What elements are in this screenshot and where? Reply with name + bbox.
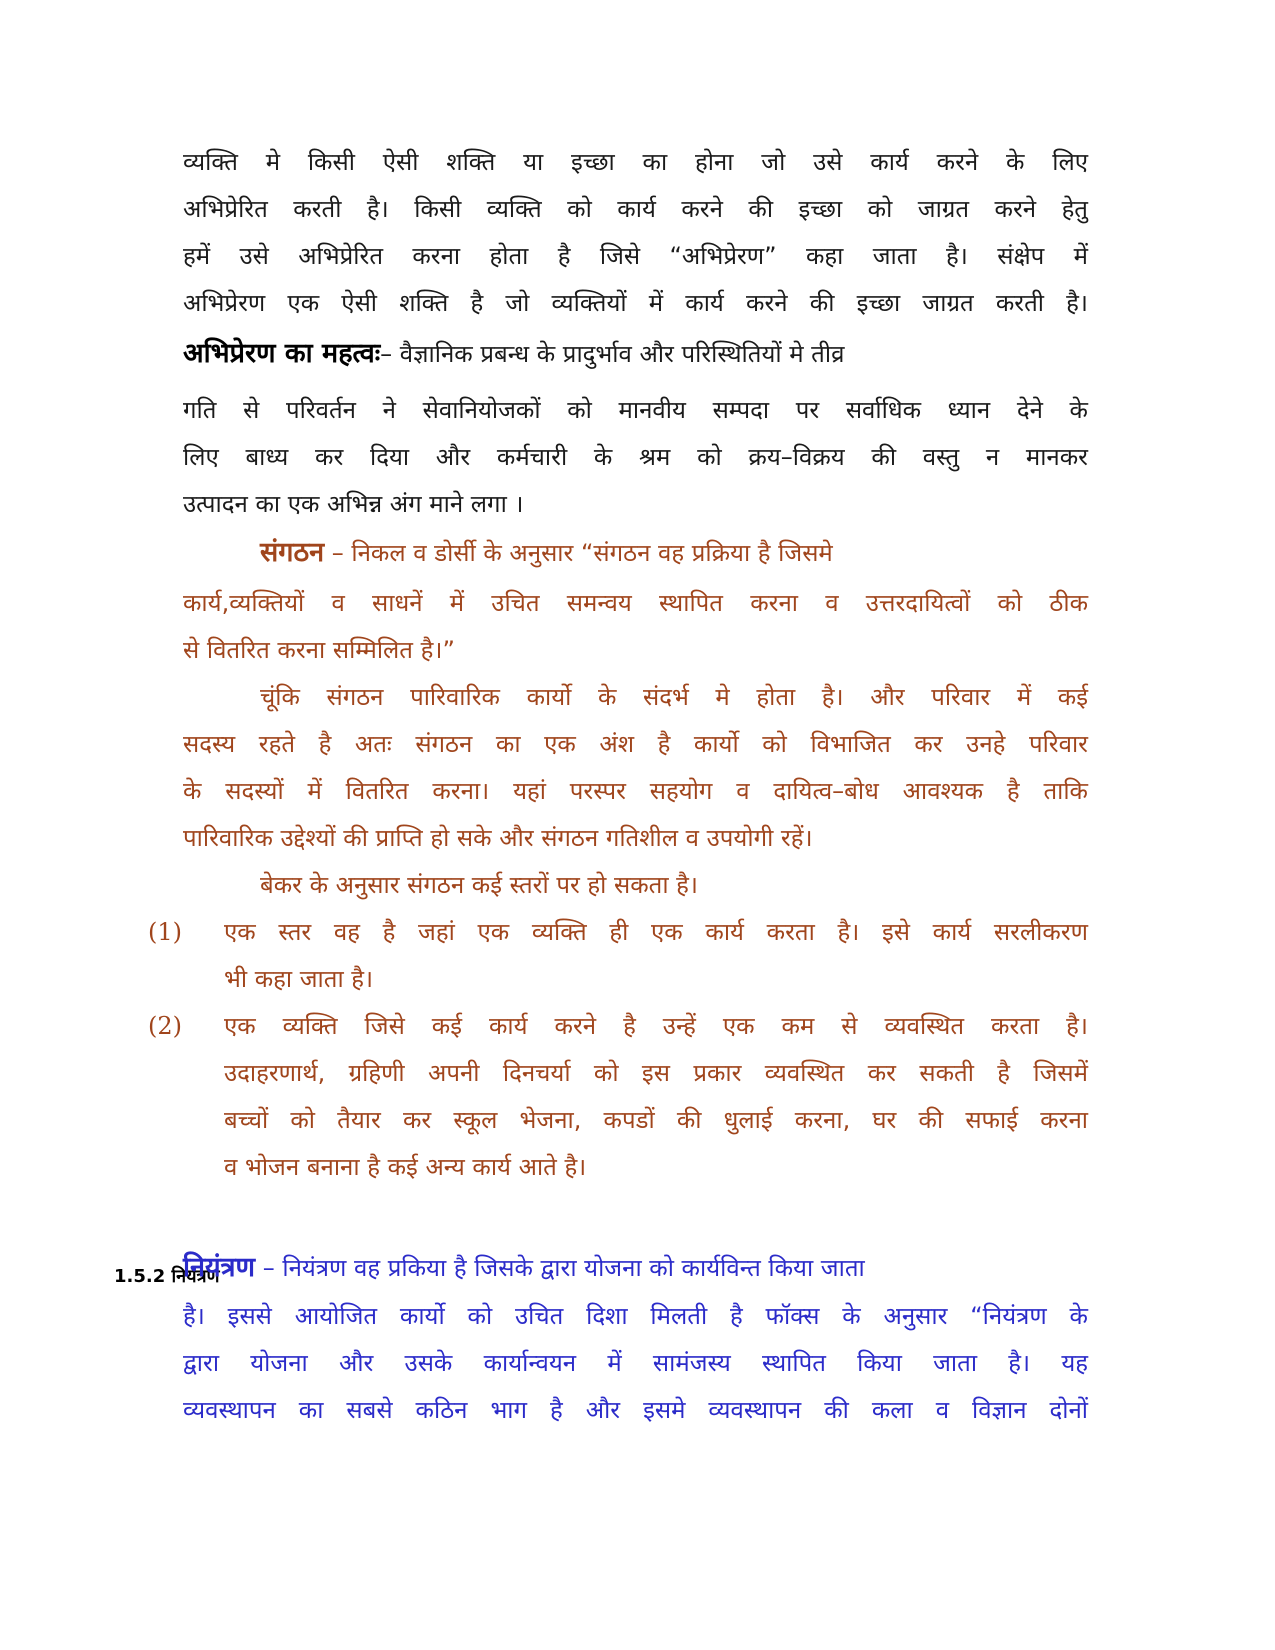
- paragraph-line: व्यवस्थापन का सबसे कठिन भाग है और इसमे व्यवस्थापन की कला व विज्ञान दोनों: [183, 1396, 1088, 1424]
- paragraph-line: बेकर के अनुसार संगठन कई स्तरों पर हो सकता है।: [260, 871, 699, 899]
- paragraph-line: चूंकि संगठन पारिवारिक कार्यो के संदर्भ मे होता है। और परिवार में कई: [260, 683, 1088, 711]
- paragraph-line: है। इससे आयोजित कार्यो को उचित दिशा मिलती है फॉक्स के अनुसार “नियंत्रण के: [183, 1302, 1088, 1330]
- list-item-line: उदाहरणार्थ, ग्रहिणी अपनी दिनचर्या को इस प्रकार व्यवस्थित कर सकती है जिसमें: [224, 1059, 1088, 1087]
- list-number: (1): [148, 918, 182, 946]
- paragraph-line: हमें उसे अभिप्रेरित करना होता है जिसे “अभिप्रेरण” कहा जाता है। संक्षेप में: [183, 242, 1088, 270]
- paragraph-line: से वितरित करना सम्मिलित है।”: [183, 636, 455, 664]
- paragraph-line: अभिप्रेरित करती है। किसी व्यक्ति को कार्य करने की इच्छा को जाग्रत करने हेतु: [183, 195, 1088, 223]
- list-item-line: एक व्यक्ति जिसे कई कार्य करने है उन्हें एक कम से व्यवस्थित करता है।: [224, 1012, 1088, 1040]
- paragraph-line: द्वारा योजना और उसके कार्यान्वयन में सामंजस्य स्थापित किया जाता है। यह: [183, 1349, 1088, 1377]
- heading-organization: संगठन: [260, 537, 325, 568]
- paragraph-line: गति से परिवर्तन ने सेवानियोजकों को मानवीय सम्पदा पर सर्वाधिक ध्यान देने के: [183, 396, 1088, 424]
- list-item-line: एक स्तर वह है जहां एक व्यक्ति ही एक कार्य करता है। इसे कार्य सरलीकरण: [224, 918, 1088, 946]
- organization-first-line: [260, 535, 1088, 571]
- paragraph-text: – वैज्ञानिक प्रबन्ध के प्रादुर्भाव और परिस्थितियों मे तीव्र: [380, 340, 845, 368]
- paragraph-line: पारिवारिक उद्देश्यों की प्राप्ति हो सके और संगठन गतिशील व उपयोगी रहें।: [183, 824, 813, 852]
- paragraph-line: के सदस्यों में वितरित करना। यहां परस्पर सहयोग व दायित्व–बोध आवश्यक है ताकि: [183, 777, 1088, 805]
- paragraph-line: सदस्य रहते है अतः संगठन का एक अंश है कार्यो को विभाजित कर उनहे परिवार: [183, 730, 1088, 758]
- paragraph-line: लिए बाध्य कर दिया और कर्मचारी के श्रम को क्रय–विक्रय की वस्तु न मानकर: [183, 443, 1088, 471]
- paragraph-line: अभिप्रेरण एक ऐसी शक्ति है जो व्यक्तियों में कार्य करने की इच्छा जाग्रत करती है।: [183, 289, 1088, 317]
- list-item-line: भी कहा जाता है।: [224, 965, 374, 993]
- importance-first-line: [183, 336, 1088, 372]
- list-number: (2): [148, 1012, 182, 1040]
- paragraph-text: – नियंत्रण वह प्रकिया है जिसके द्वारा योजना को कार्यविन्त किया जाता: [262, 1254, 865, 1282]
- paragraph-text: – निकल व डोर्सी के अनुसार “संगठन वह प्रक्रिया है जिसमे: [331, 539, 833, 567]
- list-item-line: व भोजन बनाना है कई अन्य कार्य आते है।: [224, 1153, 587, 1181]
- list-item-line: बच्चों को तैयार कर स्कूल भेजना, कपडों की धुलाई करना, घर की सफाई करना: [224, 1106, 1088, 1134]
- heading-importance: अभिप्रेरण का महत्वः: [183, 338, 381, 369]
- subsection-title: 1.5.2 नियंत्रण: [114, 1266, 220, 1287]
- paragraph-line: कार्य,व्यक्तियों व साधनें में उचित समन्वय स्थापित करना व उत्तरदायित्वों को ठीक: [183, 589, 1088, 617]
- paragraph-line: व्यक्ति मे किसी ऐसी शक्ति या इच्छा का होना जो उसे कार्य करने के लिए: [183, 148, 1088, 176]
- heading-control: नियंत्रण: [183, 1252, 256, 1283]
- paragraph-line: उत्पादन का एक अभिन्न अंग माने लगा ।: [183, 490, 524, 518]
- control-first-line: [183, 1250, 1088, 1286]
